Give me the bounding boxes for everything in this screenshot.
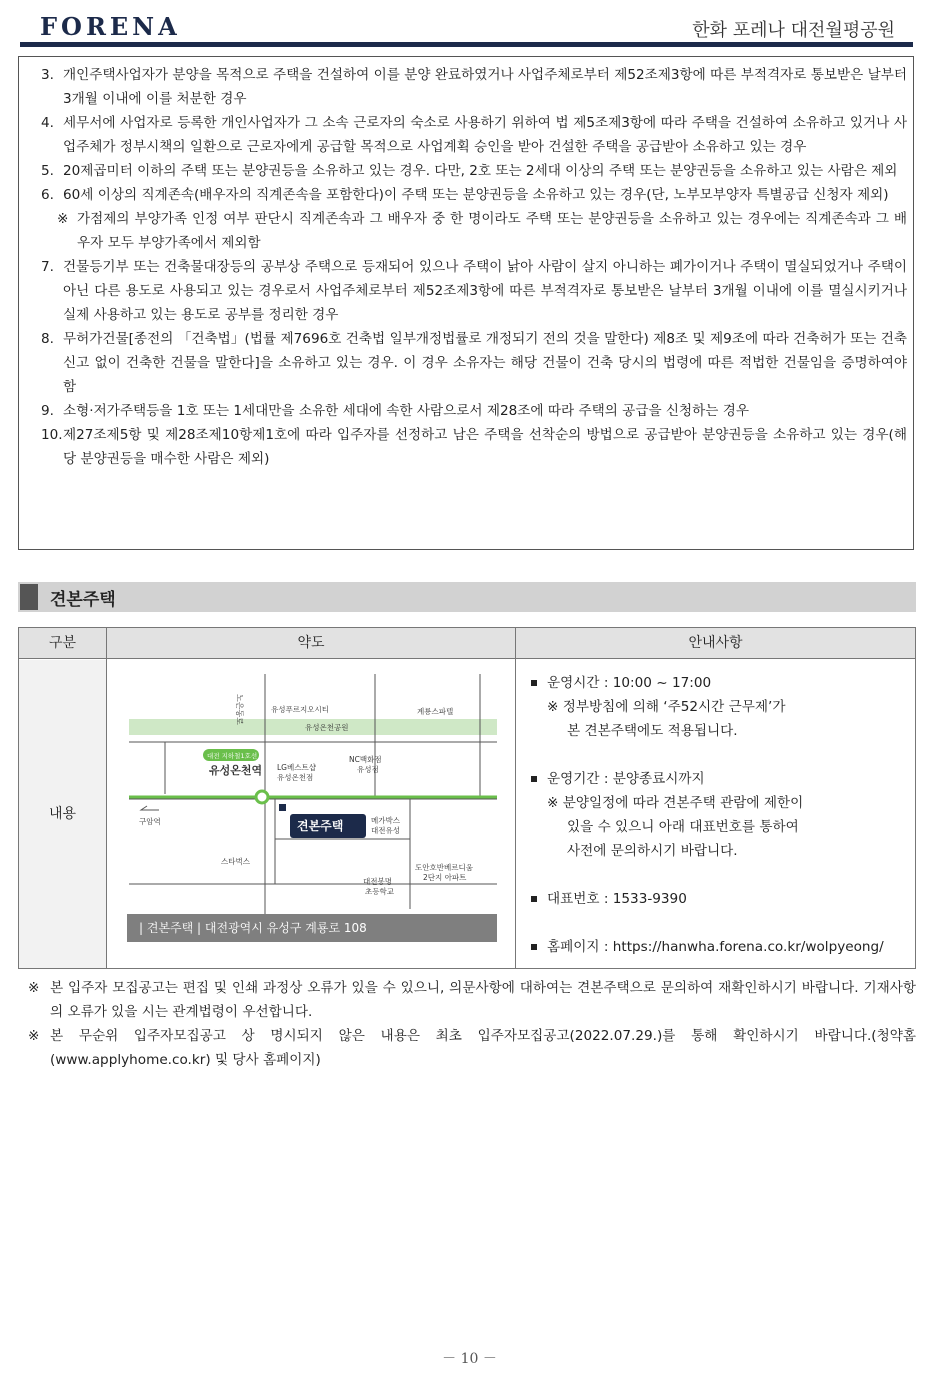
place-label: LG베스트샵 bbox=[277, 763, 316, 772]
place-label: 유성푸르지오시티 bbox=[271, 705, 329, 714]
homepage-link[interactable]: 홈페이지 : https://hanwha.forena.co.kr/wolpyeong/ bbox=[527, 935, 912, 959]
map-address-bar: | 견본주택 | 대전광역시 유성구 계룡로 108 bbox=[127, 914, 497, 942]
place-label: 대전유성 bbox=[371, 826, 400, 835]
table-header-info: 안내사항 bbox=[516, 628, 915, 659]
station-marker bbox=[256, 791, 268, 803]
page-number: － 10 － bbox=[442, 1351, 497, 1367]
period-note: ※ 분양일정에 따라 견본주택 관람에 제한이 bbox=[547, 795, 804, 811]
condition-item: 9. 소형·저가주택등을 1호 또는 1세대만을 소유한 세대에 속한 사람으로서 제28조에 따라 주택의 공급을 신청하는 경우 bbox=[41, 403, 750, 419]
condition-item: 7. 건물등기부 또는 건축물대장등의 공부상 주택으로 등재되어 있으나 주택이 낡아 사람이 살지 아니하는 폐가이거나 주택이 멸실되었거나 주택이 아닌 다른 용도로 사용되고 있는 경우로서 사업주체로부터 제52조제3항에 따른 부적격자로 통보받은 날부터 3개월 이내에 이를 멸실시키거나 실제 사용하고 있는 용도로 공부를 정리한 경우 bbox=[41, 259, 907, 323]
condition-item: 3. 개인주택사업자가 분양을 목적으로 주택을 건설하여 이를 분양 완료하였거나 사업주체로부터 제52조제3항에 따른 부적격자로 통보받은 날부터 3개월 이내에 이를 처분한 경우 bbox=[41, 67, 907, 107]
house-pin bbox=[279, 804, 286, 811]
period-item: 운영기간 : 분양종료시까지 bbox=[527, 767, 912, 791]
condition-note: ※ 가점제의 부양가족 인정 여부 판단시 직계존속과 그 배우자 중 한 명이라도 주택 또는 분양권등을 소유하고 있는 경우에는 직계존속과 그 배우자 모두 부양가족에서 제외함 bbox=[57, 211, 907, 251]
footnote: ※ 본 입주자 모집공고는 편집 및 인쇄 과정상 오류가 있을 수 있으니, 의문사항에 대하여는 견본주택으로 문의하여 재확인하시기 바랍니다. 기재사항의 오류가 있을 시는 관계법령이 우선합니다. bbox=[28, 980, 916, 1020]
hours-item: 운영시간 : 10:00 ~ 17:00 bbox=[527, 671, 912, 695]
place-label: 스타벅스 bbox=[221, 857, 250, 866]
table-header-category: 구분 bbox=[19, 628, 106, 659]
hours-note: 본 견본주택에도 적용됩니다. bbox=[567, 723, 738, 739]
phone-item: 대표번호 : 1533-9390 bbox=[527, 887, 912, 911]
place-label: 메가박스 bbox=[371, 816, 400, 825]
section-header bbox=[18, 582, 916, 612]
page-header bbox=[20, 10, 913, 44]
document-title: 한화 포레나 대전월평공원 bbox=[692, 20, 895, 41]
hours-note: ※ 정부방침에 의해 ‘주52시간 근무제’가 bbox=[547, 699, 786, 715]
place-label: 유성점 bbox=[357, 765, 379, 774]
place-label: 유성온천점 bbox=[277, 773, 314, 782]
west-station-label: 구암역 bbox=[139, 817, 161, 826]
column-divider bbox=[106, 628, 107, 968]
condition-item: 6. 60세 이상의 직계존속(배우자의 직계존속을 포함한다)이 주택 또는 분양권등을 소유하고 있는 경우(단, 노부모부양자 특별공급 신청자 제외) bbox=[41, 187, 889, 203]
condition-item: 8. 무허가건물[종전의 「건축법」(법률 제7696호 건축법 일부개정법률로 개정되기 전의 것을 말한다) 제8조 및 제9조에 따라 건축허가 또는 건축신고 없이 건축한 건물을 말한다]을 소유하고 있는 경우. 이 경우 소유자는 해당 건물이 건축 당시의 법령에 따른 적법한 건물임을 증명하여야 함 bbox=[41, 331, 907, 395]
condition-item: 10. 제27조제5항 및 제28조제10항제1호에 따라 입주자를 선정하고 남은 주택을 선착순의 방법으로 공급받아 분양권등을 소유하고 있는 경우(해당 분양권등을 매수한 사람은 제외) bbox=[41, 427, 907, 467]
forena-logo: FORENA bbox=[40, 12, 181, 41]
place-label: 도안호반베르디움 bbox=[415, 863, 473, 872]
condition-item: 5. 20제곱미터 이하의 주택 또는 분양권등을 소유하고 있는 경우. 다만, 2호 또는 2세대 이상의 주택 또는 분양권등을 소유하고 있는 사람은 제외 bbox=[41, 163, 898, 179]
table-header-map: 약도 bbox=[107, 628, 515, 659]
place-label: 2단지 아파트 bbox=[423, 873, 467, 882]
place-label: 초등학교 bbox=[365, 887, 394, 896]
place-label: NC백화점 bbox=[349, 755, 382, 764]
house-label: 견본주택 bbox=[297, 819, 344, 833]
section-title: 견본주택 bbox=[50, 590, 116, 610]
conditions-box bbox=[18, 56, 914, 550]
west-arrow bbox=[141, 806, 159, 810]
period-note: 있을 수 있으니 아래 대표번호를 통하여 bbox=[567, 819, 799, 835]
place-label: 계룡스파텔 bbox=[417, 707, 454, 716]
info-column bbox=[527, 671, 912, 959]
line-badge-label: 대전 지하철1호선 bbox=[207, 752, 258, 760]
section-marker bbox=[20, 584, 38, 610]
road-label: 노은동로 bbox=[235, 694, 244, 725]
header-rule bbox=[20, 42, 913, 47]
footnote: ※ 본 무순위 입주자모집공고 상 명시되지 않은 내용은 최초 입주자모집공고(2022.07.29.)를 통해 확인하시기 바랍니다.(청약홈(www.applyhome.co.kr) 및 당사 홈페이지) bbox=[28, 1028, 916, 1068]
row-label: 내용 bbox=[19, 660, 106, 968]
map-graphic bbox=[125, 674, 497, 914]
footnotes bbox=[28, 976, 916, 1072]
condition-item: 4. 세무서에 사업자로 등록한 개인사업자가 그 소속 근로자의 숙소로 사용하기 위하여 법 제5조제3항에 따라 주택을 건설하여 소유하고 있거나 사업주체가 정부시책의 일환으로 근로자에게 공급할 목적으로 사업계획 승인을 받아 건설한 주택을 공급받아 소유하고 있는 경우 bbox=[41, 115, 908, 155]
model-house-table bbox=[18, 627, 916, 969]
location-map bbox=[125, 674, 497, 944]
period-note: 사전에 문의하시기 바랍니다. bbox=[567, 843, 738, 859]
park-label: 유성온천공원 bbox=[305, 723, 349, 732]
place-label: 대전봉명 bbox=[363, 877, 392, 886]
station-label: 유성온천역 bbox=[209, 764, 263, 777]
column-divider bbox=[515, 628, 516, 968]
